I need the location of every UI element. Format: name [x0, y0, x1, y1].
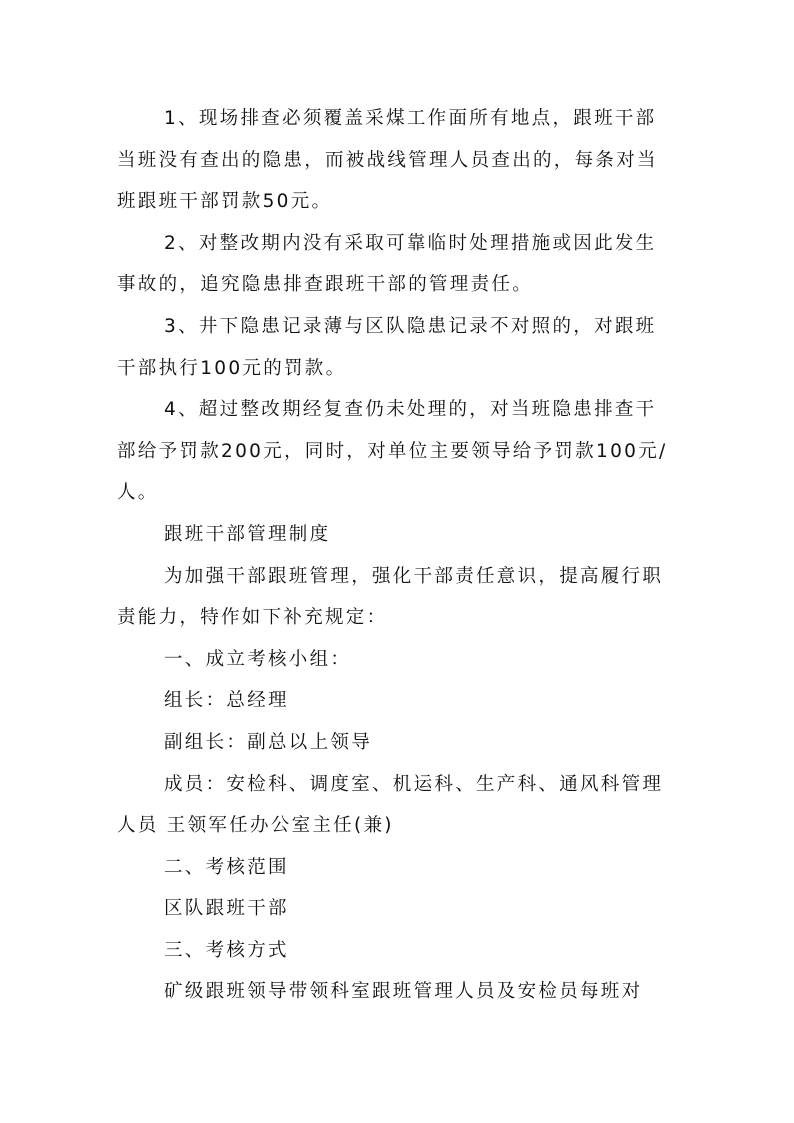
document-body: [117, 98, 677, 1013]
heading-assessment-scope: 二、考核范围: [164, 856, 289, 878]
group-leader-line: 组长：总经理: [164, 690, 289, 712]
method-line: 矿级跟班领导带领科室跟班管理人员及安检员每班对: [164, 981, 643, 1003]
section-title: 跟班干部管理制度: [164, 523, 331, 545]
paragraph-rule-3: 3、井下隐患记录薄与区队隐患记录不对照的，对跟班干部执行100元的罚款。: [117, 315, 657, 379]
heading-assessment-group: 一、成立考核小组：: [164, 648, 352, 670]
scope-line: 区队跟班干部: [164, 898, 289, 920]
paragraph-rule-1: 1、现场排查必须覆盖采煤工作面所有地点，跟班干部当班没有查出的隐患，而被战线管理人员查出的，每条对当班跟班干部罚款50元。: [117, 108, 658, 213]
members-line: 成员：安检科、调度室、机运科、生产科、通风科管理人员 王领军任办公室主任(兼): [117, 773, 664, 837]
deputy-leader-line: 副组长：副总以上领导: [164, 731, 373, 753]
paragraph-intro: 为加强干部跟班管理，强化干部责任意识，提高履行职责能力，特作如下补充规定：: [117, 565, 664, 629]
heading-assessment-method: 三、考核方式: [164, 939, 289, 961]
paragraph-rule-2: 2、对整改期内没有采取可靠临时处理措施或因此发生事故的，追究隐患排查跟班干部的管理责任。: [117, 232, 657, 296]
paragraph-rule-4: 4、超过整改期经复查仍未处理的，对当班隐患排查干部给予罚款200元，同时，对单位主要领导给予罚款100元/人。: [117, 399, 668, 504]
